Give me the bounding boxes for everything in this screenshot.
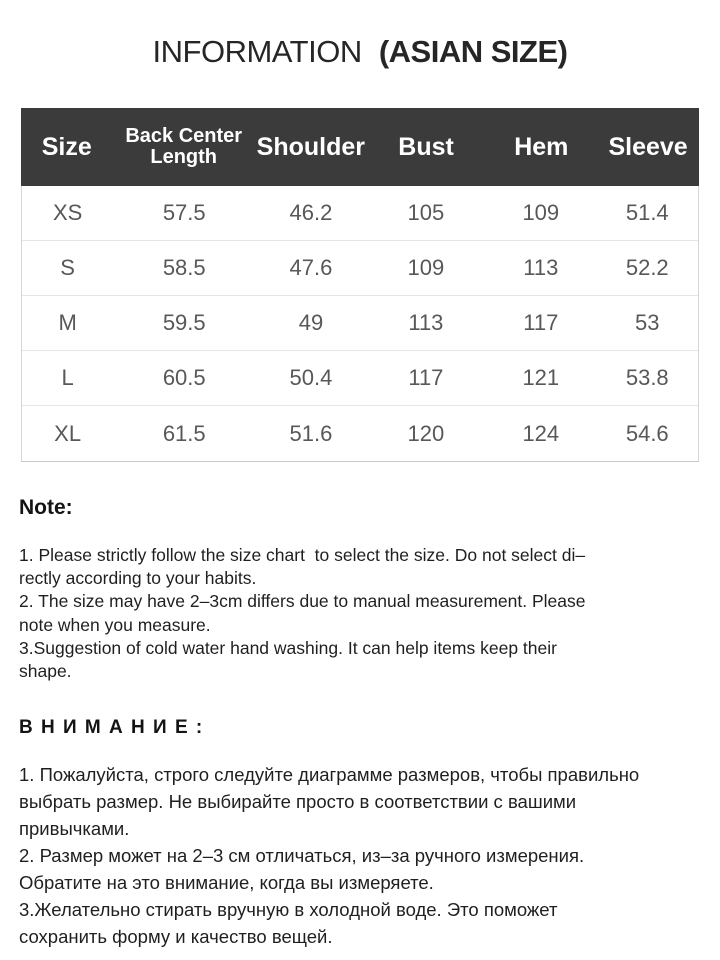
header-label: Bust bbox=[398, 132, 454, 161]
title-information: INFORMATION bbox=[152, 34, 362, 69]
attention-line: 3.Желательно стирать вручную в холодной воде. Это поможет bbox=[19, 899, 558, 921]
note-line: rectly according to your habits. bbox=[19, 568, 257, 589]
note-text-russian bbox=[19, 761, 701, 950]
header-label: Hem bbox=[514, 132, 569, 161]
cell-size: XS bbox=[52, 200, 83, 225]
note-text-english bbox=[19, 544, 701, 683]
header-label: Sleeve bbox=[608, 132, 688, 161]
cell-back-center-length: 60.5 bbox=[162, 365, 206, 390]
cell-back-center-length: 59.5 bbox=[162, 310, 206, 335]
cell-sleeve: 51.4 bbox=[625, 200, 669, 225]
cell-bust: 109 bbox=[407, 255, 445, 280]
cell-sleeve: 54.6 bbox=[625, 420, 669, 446]
table-row-m bbox=[22, 296, 698, 351]
notes-section bbox=[0, 496, 720, 950]
header-label: Size bbox=[41, 132, 92, 161]
cell-hem: 113 bbox=[523, 255, 559, 280]
cell-hem: 124 bbox=[522, 420, 560, 446]
title-asian-size: (ASIAN SIZE) bbox=[378, 34, 568, 69]
attention-line: 1. Пожалуйста, строго следуйте диаграмме размеров, чтобы правильно bbox=[19, 764, 640, 786]
cell-shoulder: 50.4 bbox=[289, 365, 333, 390]
cell-sleeve: 53 bbox=[635, 310, 660, 335]
size-chart-table bbox=[21, 108, 699, 462]
cell-size: S bbox=[60, 255, 75, 280]
attention-line: привычками. bbox=[19, 818, 130, 840]
header-cell-sleeve bbox=[597, 134, 699, 160]
table-row-l bbox=[22, 351, 698, 406]
cell-back-center-length: 57.5 bbox=[162, 200, 206, 225]
header-cell-bust bbox=[367, 134, 486, 160]
cell-shoulder: 47.6 bbox=[289, 255, 333, 280]
attention-line: Обратите на это внимание, когда вы измеряете. bbox=[19, 872, 434, 894]
cell-size: M bbox=[58, 310, 77, 335]
table-body bbox=[21, 186, 699, 462]
cell-size: L bbox=[61, 365, 74, 390]
cell-hem: 109 bbox=[522, 200, 560, 225]
table-row-s bbox=[22, 241, 698, 296]
cell-size: XL bbox=[54, 420, 82, 446]
note-line: 1. Please strictly follow the size chart to select the size. Do not select di– bbox=[19, 545, 586, 565]
header-label-line2: Length bbox=[150, 146, 218, 168]
cell-shoulder: 51.6 bbox=[289, 420, 333, 446]
header-label: Shoulder bbox=[256, 132, 365, 161]
cell-hem: 117 bbox=[523, 310, 559, 335]
table-row-xs bbox=[22, 186, 698, 241]
cell-back-center-length: 58.5 bbox=[162, 255, 206, 280]
cell-bust: 105 bbox=[407, 200, 445, 225]
note-line: 3.Suggestion of cold water hand washing. It can help items keep their bbox=[19, 637, 557, 658]
note-line: note when you measure. bbox=[19, 614, 211, 635]
attention-line: сохранить форму и качество вещей. bbox=[19, 926, 333, 948]
cell-sleeve: 53.8 bbox=[625, 365, 669, 390]
cell-shoulder: 46.2 bbox=[289, 200, 333, 225]
cell-back-center-length: 61.5 bbox=[162, 420, 206, 446]
page-title bbox=[0, 0, 720, 70]
cell-sleeve: 52.2 bbox=[625, 255, 669, 280]
note-line: 2. The size may have 2–3cm differs due to manual measurement. Please bbox=[19, 591, 586, 612]
header-cell-size bbox=[21, 134, 113, 160]
cell-bust: 120 bbox=[407, 420, 445, 446]
attention-line: 2. Размер может на 2–3 см отличаться, из–за ручного измерения. bbox=[19, 845, 585, 867]
header-cell-back-center-length bbox=[113, 126, 255, 168]
header-label: Back Center bbox=[125, 125, 243, 147]
cell-bust: 117 bbox=[408, 365, 444, 390]
cell-hem: 121 bbox=[522, 365, 560, 390]
header-cell-shoulder bbox=[255, 134, 367, 160]
table-header-row bbox=[21, 108, 699, 186]
cell-bust: 113 bbox=[408, 310, 444, 335]
cell-shoulder: 49 bbox=[298, 310, 324, 335]
table-row-xl bbox=[22, 406, 698, 461]
attention-line: выбрать размер. Не выбирайте просто в соответствии с вашими bbox=[19, 791, 577, 813]
note-heading: Note: bbox=[19, 496, 73, 519]
header-cell-hem bbox=[485, 134, 597, 160]
note-line: shape. bbox=[19, 661, 72, 682]
attention-heading: В Н И М А Н И Е : bbox=[19, 717, 204, 739]
